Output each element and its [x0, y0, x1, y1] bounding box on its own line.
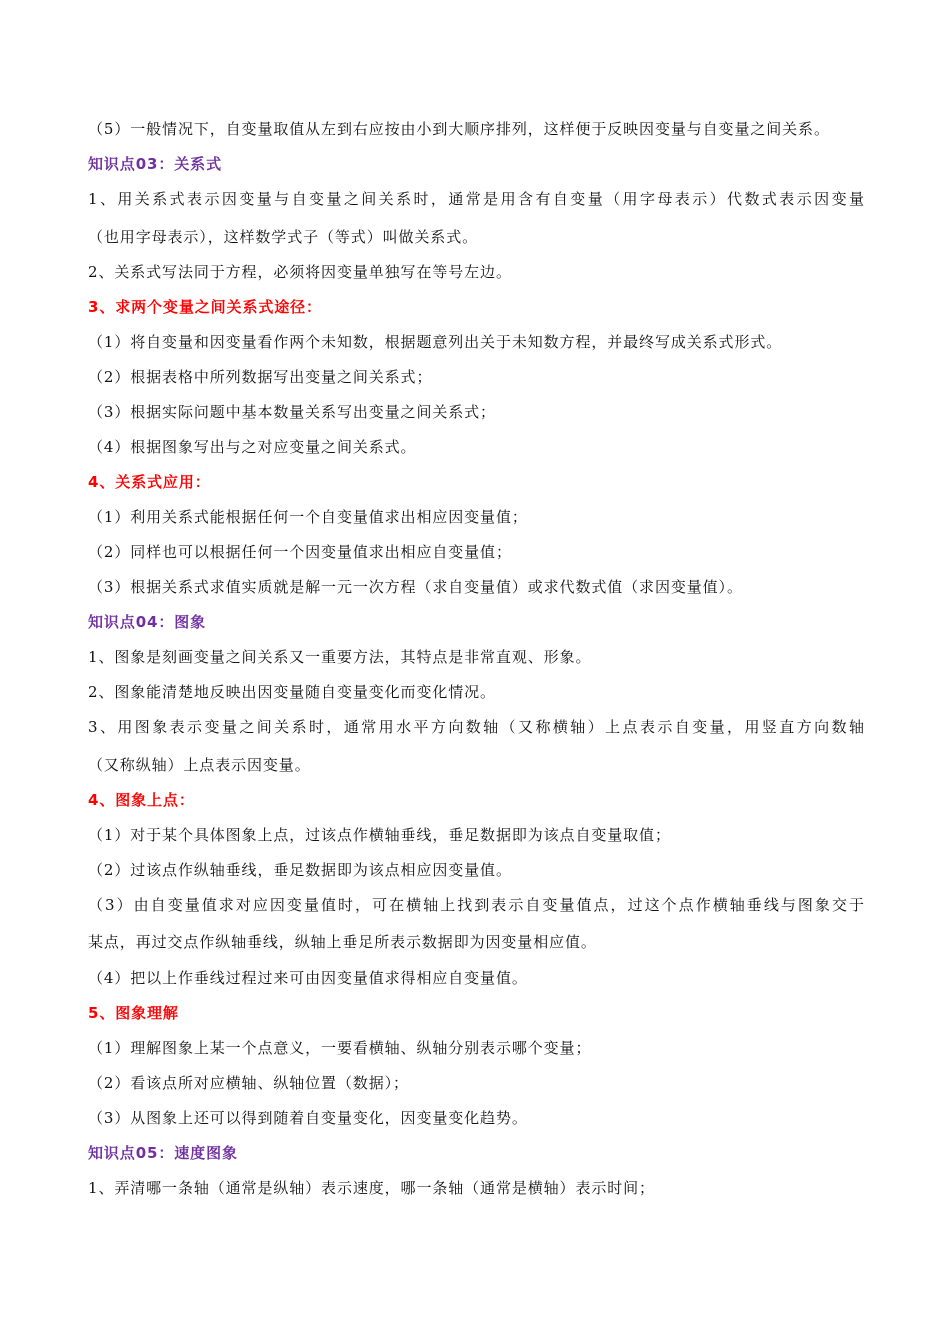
paragraph-line: （也用字母表示），这样数学式子（等式）叫做关系式。: [88, 228, 479, 246]
paragraph-line: 3、用图象表示变量之间关系时，通常用水平方向数轴（又称横轴）上点表示自变量，用竖直方向数轴: [88, 718, 864, 736]
subsection-heading: 5、图象理解: [88, 1004, 179, 1022]
paragraph-line: （1）理解图象上某一个点意义，一要看横轴、纵轴分别表示哪个变量；: [88, 1039, 592, 1057]
paragraph-line: 2、图象能清楚地反映出因变量随自变量变化而变化情况。: [88, 683, 496, 701]
paragraph-line: （2）过该点作纵轴垂线，垂足数据即为该点相应因变量值。: [88, 861, 512, 879]
paragraph-line: 1、弄清哪一条轴（通常是纵轴）表示速度，哪一条轴（通常是横轴）表示时间；: [88, 1179, 655, 1197]
section-heading: 知识点04：图象: [88, 613, 207, 631]
paragraph-line: 某点，再过交点作纵轴垂线，纵轴上垂足所表示数据即为因变量相应值。: [88, 933, 597, 951]
paragraph-line: （1）利用关系式能根据任何一个自变量值求出相应因变量值；: [88, 508, 528, 526]
paragraph-line: （2）看该点所对应横轴、纵轴位置（数据）；: [88, 1074, 409, 1092]
paragraph-line: （1）对于某个具体图象上点，过该点作横轴垂线，垂足数据即为该点自变量取值；: [88, 826, 671, 844]
paragraph-line: 1、图象是刻画变量之间关系又一重要方法，其特点是非常直观、形象。: [88, 648, 592, 666]
paragraph-line: （4）根据图象写出与之对应变量之间关系式。: [88, 438, 417, 456]
subsection-heading: 4、关系式应用：: [88, 473, 211, 491]
section-heading: 知识点03：关系式: [88, 155, 222, 173]
paragraph-line: （1）将自变量和因变量看作两个未知数，根据题意列出关于未知数方程，并最终写成关系式形式。: [88, 333, 783, 351]
paragraph-line: （2）同样也可以根据任何一个因变量值求出相应自变量值；: [88, 543, 512, 561]
paragraph-line: 1、用关系式表示因变量与自变量之间关系时，通常是用含有自变量（用字母表示）代数式表示因变量: [88, 190, 864, 208]
section-heading: 知识点05：速度图象: [88, 1144, 238, 1162]
paragraph-line: （3）根据实际问题中基本数量关系写出变量之间关系式；: [88, 403, 496, 421]
paragraph-line: （3）由自变量值求对应因变量值时，可在横轴上找到表示自变量值点，过这个点作横轴垂线与图象交于: [88, 896, 864, 914]
paragraph-line: （2）根据表格中所列数据写出变量之间关系式；: [88, 368, 433, 386]
subsection-heading: 4、图象上点：: [88, 791, 195, 809]
paragraph-line: （3）根据关系式求值实质就是解一元一次方程（求自变量值）或求代数式值（求因变量值）。: [88, 578, 743, 596]
paragraph-line: （4）把以上作垂线过程过来可由因变量值求得相应自变量值。: [88, 969, 528, 987]
paragraph-line: （5）一般情况下，自变量取值从左到右应按由小到大顺序排列，这样便于反映因变量与自变量之间关系。: [88, 120, 830, 138]
subsection-heading: 3、求两个变量之间关系式途径：: [88, 298, 322, 316]
paragraph-line: 2、关系式写法同于方程，必须将因变量单独写在等号左边。: [88, 263, 512, 281]
paragraph-line: （3）从图象上还可以得到随着自变量变化，因变量变化趋势。: [88, 1109, 528, 1127]
paragraph-line: （又称纵轴）上点表示因变量。: [88, 756, 311, 774]
